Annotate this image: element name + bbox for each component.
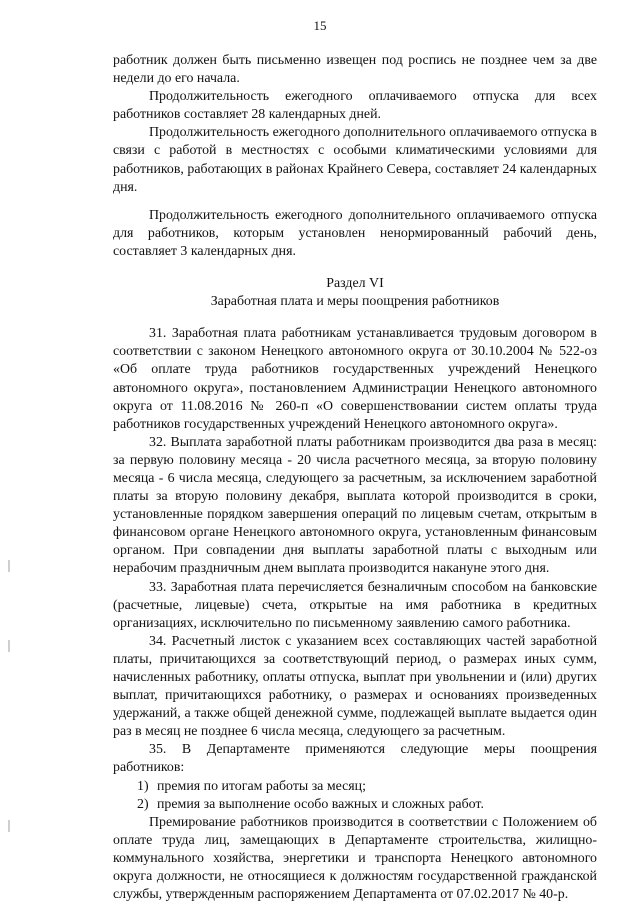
scan-edge-mark <box>8 560 10 572</box>
scan-edge-mark <box>8 640 10 652</box>
list-item: 2) премия за выполнение особо важных и сложных работ. <box>137 796 484 812</box>
list-item: 1) премия по итогам работы за месяц; <box>137 778 366 794</box>
clause-35: 35. В Департаменте применяются следующие меры поощрения работников: <box>113 742 597 776</box>
document-body <box>113 52 597 904</box>
section-title: Раздел VI <box>326 276 384 292</box>
paragraph-irregular-day-leave: Продолжительность ежегодного дополнительного оплачиваемого отпуска для работников, которым установлен ненормированный рабочий день, составляет 3 календарных дня. <box>113 207 597 259</box>
paragraph-bonus-regulation: Премирование работников производится в соответствии с Положением об оплате труда лиц, замещающих в Департаменте строительства, жилищно-коммунального хозяйства, энергетики и транспорта Ненецкого автономного округа должности, не относящиеся к должностям государственной гражданской службы, утвержденным распоряжением Департамента от 07.02.2017 № 40-р. <box>113 814 597 903</box>
clause-33: 33. Заработная плата перечисляется безналичным способом на банковские (расчетные, лицевые) счета, открытые на имя работника в кредитных организациях, исключительно по письменному заявлению самого работника. <box>113 579 597 631</box>
clause-31: 31. Заработная плата работникам устанавливается трудовым договором в соответствии с законом Ненецкого автономного округа от 30.10.2004 № 522-оз «Об оплате труда работников государственных учреждений Ненецкого автономного округа», постановлением Администрации Ненецкого автономного округа от 11.08.2016 № 260-п «О совершенствовании систем оплаты труда работников государственных учреждений Ненецкого автономного округа». <box>113 326 597 432</box>
paragraph-continuation: работник должен быть письменно извещен под роспись не позднее чем за две недели до его начала. <box>113 53 597 87</box>
paragraph-annual-leave: Продолжительность ежегодного оплачиваемого отпуска для всех работников составляет 28 календарных дней. <box>113 89 597 123</box>
page-number: 15 <box>313 18 327 33</box>
clause-34: 34. Расчетный листок с указанием всех составляющих частей заработной платы, причитающихся за соответствующий период, о размерах иных сумм, начисленных работнику, оплаты отпуска, выплат при увольнении и (или) других выплат, причитающихся работнику, о размерах и основаниях произведенных удержаний, а также общей денежной сумме, подлежащей выплате выдается один раз в месяц не позднее 6 числа месяца, следующего за расчетным. <box>113 633 597 740</box>
paragraph-north-leave: Продолжительность ежегодного дополнительного оплачиваемого отпуска в связи с работой в местностях с особыми климатическими условиями для работников, работающих в районах Крайнего Севера, составляет 24 календарных дня. <box>113 125 597 195</box>
clause-32: 32. Выплата заработной платы работникам производится два раза в месяц: за первую половину месяца - 20 числа расчетного месяца, за вторую половину месяца - 6 числа месяца, следующего за расчетным, за исключением заработной платы за вторую половину декабря, выплата которой производится в сроки, установленные порядком завершения операций по лицевым счетам, открытым в финансовом органе Ненецкого автономного округа, установленным финансовым органом. При совпадении дня выплаты заработной платы с выходным или нерабочим праздничным днем выплата производится накануне этого дня. <box>113 434 597 577</box>
section-subtitle: Заработная плата и меры поощрения работников <box>210 294 500 310</box>
scan-edge-mark <box>8 820 10 832</box>
